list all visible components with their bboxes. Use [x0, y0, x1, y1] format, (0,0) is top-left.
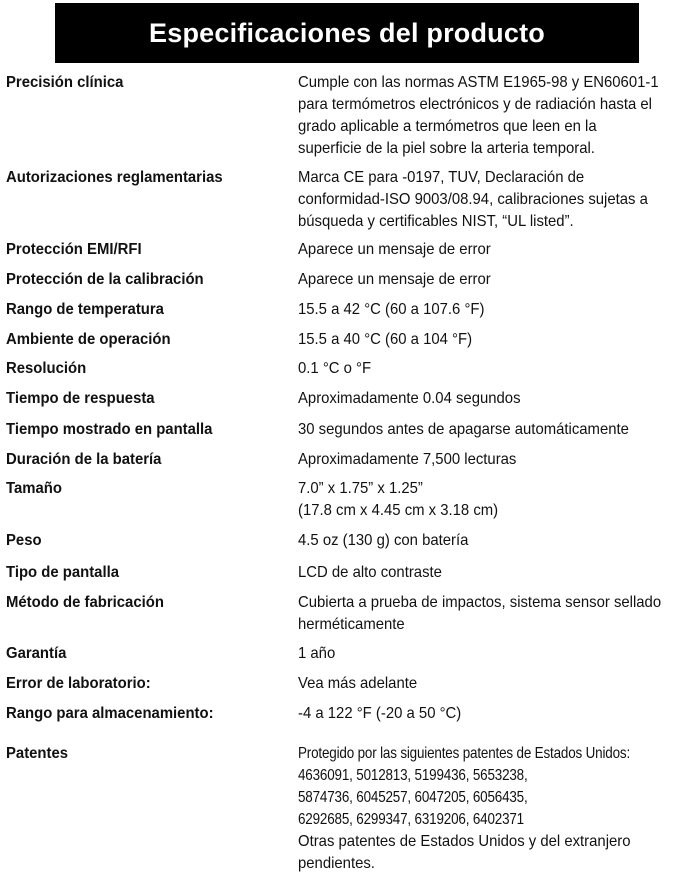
spec-value-line: Cumple con las normas ASTM E1965-98 y EN60601-1: [298, 74, 659, 91]
spec-value-line: 4636091, 5012813, 5199436, 5653238,: [298, 767, 528, 784]
spec-value-line: 1 año: [298, 645, 336, 662]
spec-value-line: 4.5 oz (130 g) con batería: [298, 532, 469, 549]
spec-value-line: para termómetros electrónicos y de radiación hasta el: [298, 96, 652, 113]
spec-label: Tiempo mostrado en pantalla: [6, 421, 213, 438]
spec-label: Precisión clínica: [6, 74, 124, 91]
spec-label: Garantía: [6, 645, 67, 662]
spec-value-line: 7.0” x 1.75” x 1.25”: [298, 480, 423, 497]
spec-label: Ambiente de operación: [6, 331, 171, 348]
spec-value-line: Aproximadamente 7,500 lecturas: [298, 451, 517, 468]
spec-value-line: 0.1 °C o °F: [298, 360, 372, 377]
spec-value-line: (17.8 cm x 4.45 cm x 3.18 cm): [298, 502, 499, 519]
spec-value: [298, 239, 690, 261]
spec-value-line: Marca CE para -0197, TUV, Declaración de: [298, 169, 585, 186]
spec-label: Peso: [6, 532, 42, 549]
spec-value-line: superficie de la piel sobre la arteria temporal.: [298, 140, 595, 157]
spec-value-line: Otras patentes de Estados Unidos y del extranjero: [298, 833, 631, 850]
spec-value-line: 15.5 a 42 °C (60 a 107.6 °F): [298, 301, 485, 318]
spec-label: Rango para almacenamiento:: [6, 705, 214, 722]
spec-label: Duración de la batería: [6, 451, 162, 468]
spec-value: [298, 530, 690, 552]
spec-value: [298, 478, 690, 522]
spec-label: Método de fabricación: [6, 594, 164, 611]
spec-value-line: pendientes.: [298, 855, 375, 872]
spec-value-line: grado aplicable a termómetros que leen en la: [298, 118, 597, 135]
spec-value-line: herméticamente: [298, 616, 405, 633]
spec-value-line: 30 segundos antes de apagarse automáticamente: [298, 421, 629, 438]
spec-label: Autorizaciones reglamentarias: [6, 169, 223, 186]
spec-label: Tamaño: [6, 480, 62, 497]
spec-value: [298, 388, 690, 410]
spec-label: Error de laboratorio:: [6, 675, 151, 692]
spec-value-line: 6292685, 6299347, 6319206, 6402371: [298, 811, 524, 828]
spec-value-line: Aparece un mensaje de error: [298, 271, 491, 288]
spec-label: Tiempo de respuesta: [6, 390, 155, 407]
spec-value: [298, 743, 690, 875]
spec-value: [298, 167, 690, 233]
spec-value-line: -4 a 122 °F (-20 a 50 °C): [298, 705, 462, 722]
spec-label: Tipo de pantalla: [6, 564, 119, 581]
spec-value-line: Protegido por las siguientes patentes de Estados Unidos:: [298, 745, 631, 762]
spec-value: [298, 592, 690, 636]
spec-label: Rango de temperatura: [6, 301, 164, 318]
spec-value: [298, 358, 690, 380]
spec-value-line: LCD de alto contraste: [298, 564, 442, 581]
spec-value: [298, 449, 690, 471]
spec-value-line: Aparece un mensaje de error: [298, 241, 491, 258]
spec-value: [298, 299, 690, 321]
spec-value: [298, 562, 690, 584]
spec-value-line: 5874736, 6045257, 6047205, 6056435,: [298, 789, 528, 806]
spec-value-line: Aproximadamente 0.04 segundos: [298, 390, 521, 407]
spec-value: [298, 329, 690, 351]
spec-value-line: búsqueda y certificables NIST, “UL listed”.: [298, 213, 574, 230]
spec-value-line: Cubierta a prueba de impactos, sistema sensor sellado: [298, 594, 662, 611]
spec-label: Patentes: [6, 745, 69, 762]
spec-value-line: conformidad-ISO 9003/08.94, calibraciones sujetas a: [298, 191, 648, 208]
spec-value: [298, 269, 690, 291]
title-bar: [55, 3, 639, 63]
spec-label: Resolución: [6, 360, 87, 377]
spec-value: [298, 72, 690, 160]
spec-value: [298, 703, 690, 725]
spec-value-line: Vea más adelante: [298, 675, 418, 692]
spec-value: [298, 673, 690, 695]
page-title: Especificaciones del producto: [149, 17, 545, 48]
spec-value: [298, 419, 690, 441]
spec-value-line: 15.5 a 40 °C (60 a 104 °F): [298, 331, 473, 348]
spec-value: [298, 643, 690, 665]
spec-label: Protección EMI/RFI: [6, 241, 142, 258]
spec-label: Protección de la calibración: [6, 271, 204, 288]
